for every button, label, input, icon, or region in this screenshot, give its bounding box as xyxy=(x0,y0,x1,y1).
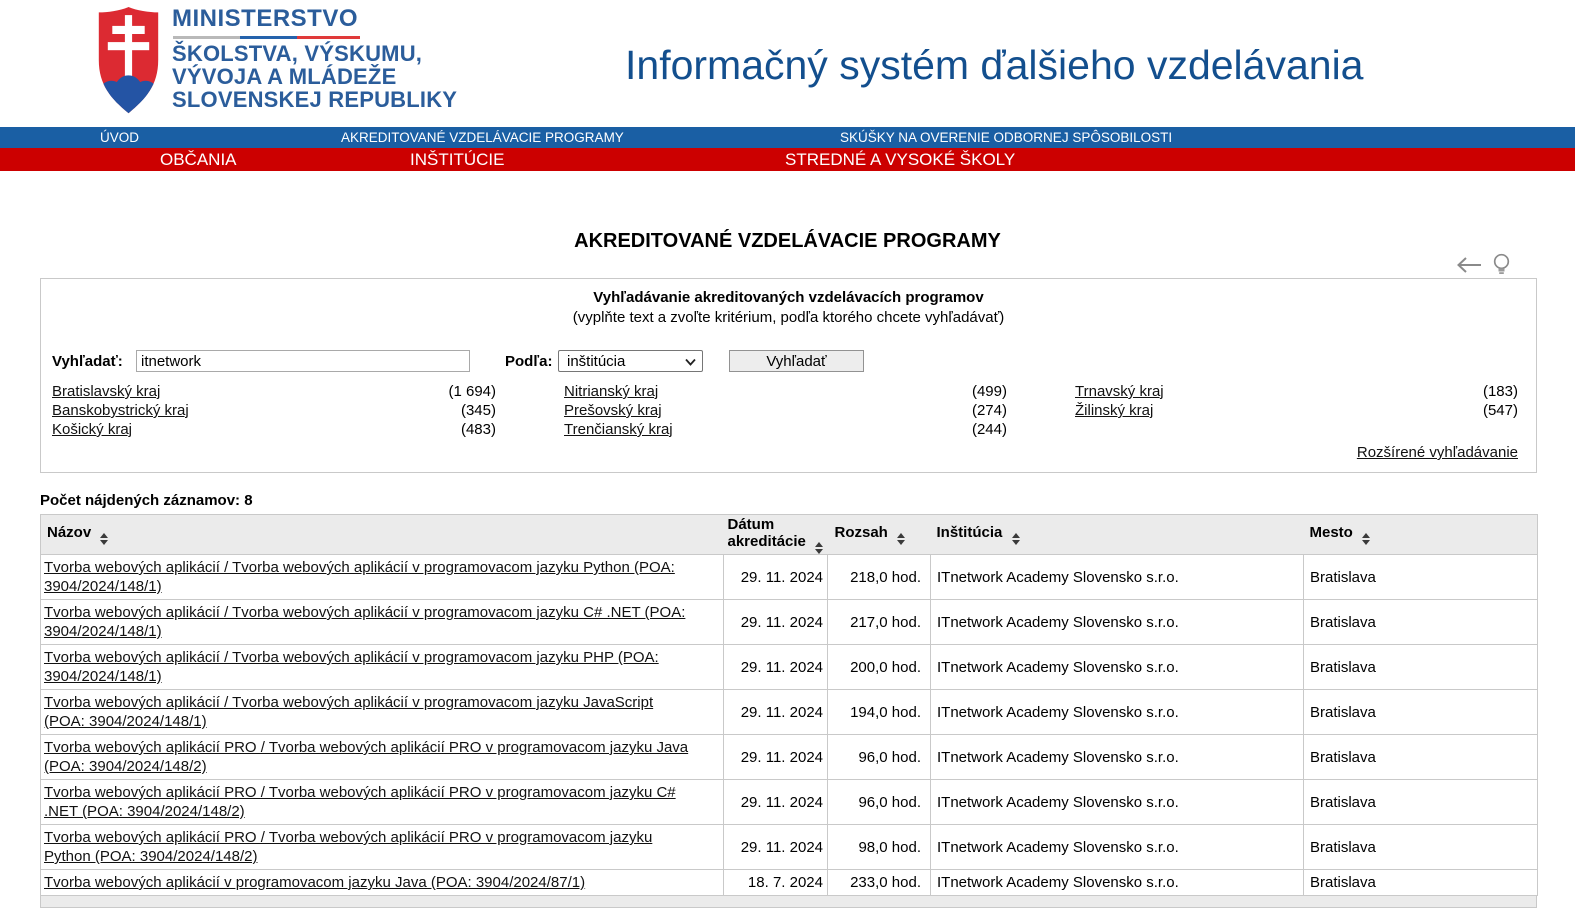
cell-institution: ITnetwork Academy Slovensko s.r.o. xyxy=(931,645,1304,690)
region-link[interactable]: Banskobystrický kraj xyxy=(52,402,189,419)
column-label: Inštitúcia xyxy=(936,524,1003,541)
nav-item-institucie[interactable]: INŠTITÚCIE xyxy=(410,150,505,169)
results-table xyxy=(40,514,1538,896)
results-table-body xyxy=(41,555,1538,896)
ministry-dept-line2: VÝVOJA A MLÁDEŽE xyxy=(172,64,397,89)
table-row xyxy=(41,780,1538,825)
table-header-row xyxy=(41,515,1538,555)
program-link[interactable]: Tvorba webových aplikácií / Tvorba webových aplikácií v programovacom jazyku PHP (POA: 3904/2024/148/1) xyxy=(44,649,659,685)
column-label: Rozsah xyxy=(834,524,888,541)
cell-institution: ITnetwork Academy Slovensko s.r.o. xyxy=(931,825,1304,870)
cell-scope: 233,0 hod. xyxy=(828,870,931,896)
cell-date: 29. 11. 2024 xyxy=(724,555,828,600)
sort-arrows-icon xyxy=(815,542,823,554)
program-link[interactable]: Tvorba webových aplikácií / Tvorba webových aplikácií v programovacom jazyku Python (POA: 3904/2024/148/1) xyxy=(44,559,675,595)
region-row xyxy=(52,382,496,401)
search-button[interactable]: Vyhľadať xyxy=(729,350,864,372)
ministry-logo[interactable] xyxy=(172,5,457,111)
region-link[interactable]: Trnavský kraj xyxy=(1075,383,1164,400)
search-panel xyxy=(40,278,1537,473)
cell-institution: ITnetwork Academy Slovensko s.r.o. xyxy=(931,600,1304,645)
table-row xyxy=(41,600,1538,645)
cell-city: Bratislava xyxy=(1304,555,1538,600)
column-header-nazov[interactable] xyxy=(41,515,724,555)
table-row xyxy=(41,645,1538,690)
region-row xyxy=(1075,382,1518,401)
cell-scope: 200,0 hod. xyxy=(828,645,931,690)
search-heading: Vyhľadávanie akreditovaných vzdelávacích programov xyxy=(593,289,984,306)
search-label: Vyhľadať: xyxy=(52,353,123,370)
cell-city: Bratislava xyxy=(1304,600,1538,645)
sort-arrows-icon xyxy=(1362,533,1370,545)
region-count: (183) xyxy=(1482,383,1518,400)
region-link[interactable]: Žilinský kraj xyxy=(1075,402,1154,419)
cell-city: Bratislava xyxy=(1304,735,1538,780)
search-subheading: (vyplňte text a zvoľte kritérium, podľa ktorého chcete vyhľadávať) xyxy=(572,309,1005,326)
region-link[interactable]: Bratislavský kraj xyxy=(52,383,161,400)
regions-column-3 xyxy=(1075,382,1518,439)
table-row xyxy=(41,735,1538,780)
column-label: Názov xyxy=(47,524,92,541)
cell-city: Bratislava xyxy=(1304,825,1538,870)
cell-city: Bratislava xyxy=(1304,690,1538,735)
program-link[interactable]: Tvorba webových aplikácií PRO / Tvorba webových aplikácií PRO v programovacom jazyku Java (POA: 3904/2024/148/2) xyxy=(44,739,689,775)
nav-item-skusky[interactable]: SKÚŠKY NA OVERENIE ODBORNEJ SPÔSOBILOSTI xyxy=(840,130,1173,145)
ministry-dept-line1: ŠKOLSTVA, VÝSKUMU, xyxy=(172,41,423,66)
app-title: Informačný systém ďalšieho vzdelávania xyxy=(625,42,1364,88)
sort-arrows-icon xyxy=(100,533,108,545)
region-count: (499) xyxy=(971,383,1007,400)
ministry-name: MINISTERSTVO xyxy=(172,5,359,32)
back-arrow-icon[interactable] xyxy=(1455,256,1482,274)
region-row xyxy=(564,401,1007,420)
region-count: (483) xyxy=(460,421,496,438)
table-row xyxy=(41,870,1538,896)
region-link[interactable]: Košický kraj xyxy=(52,421,133,438)
cell-date: 29. 11. 2024 xyxy=(724,825,828,870)
cell-date: 29. 11. 2024 xyxy=(724,780,828,825)
column-header-institucia[interactable] xyxy=(931,515,1304,555)
cell-scope: 96,0 hod. xyxy=(828,735,931,780)
slovak-coat-of-arms-icon[interactable] xyxy=(97,4,160,118)
page-title: AKREDITOVANÉ VZDELÁVACIE PROGRAMY xyxy=(574,230,1001,252)
regions-column-1 xyxy=(52,382,496,439)
region-row xyxy=(1075,401,1518,420)
nav-item-akreditovane-programy[interactable]: AKREDITOVANÉ VZDELÁVACIE PROGRAMY xyxy=(341,130,624,145)
program-link[interactable]: Tvorba webových aplikácií v programovacom jazyku Java (POA: 3904/2024/87/1) xyxy=(44,874,586,891)
regions-column-2 xyxy=(564,382,1007,439)
nav-item-obcania[interactable]: OBČANIA xyxy=(160,150,237,169)
region-count: (244) xyxy=(971,421,1007,438)
search-by-select[interactable] xyxy=(558,350,703,372)
region-count: (274) xyxy=(971,402,1007,419)
cell-institution: ITnetwork Academy Slovensko s.r.o. xyxy=(931,735,1304,780)
by-label: Podľa: xyxy=(505,353,553,370)
lightbulb-icon[interactable] xyxy=(1492,253,1511,276)
select-value: inštitúcia xyxy=(567,353,626,370)
cell-scope: 194,0 hod. xyxy=(828,690,931,735)
region-count: (345) xyxy=(460,402,496,419)
nav-item-uvod[interactable]: ÚVOD xyxy=(100,130,140,145)
chevron-down-icon xyxy=(685,358,696,366)
logo-divider xyxy=(173,36,360,39)
cell-scope: 217,0 hod. xyxy=(828,600,931,645)
cell-institution: ITnetwork Academy Slovensko s.r.o. xyxy=(931,780,1304,825)
column-header-mesto[interactable] xyxy=(1304,515,1538,555)
table-row xyxy=(41,555,1538,600)
sort-arrows-icon xyxy=(1012,533,1020,545)
region-link[interactable]: Prešovský kraj xyxy=(564,402,662,419)
ministry-dept-line3: SLOVENSKEJ REPUBLIKY xyxy=(172,87,458,112)
cell-institution: ITnetwork Academy Slovensko s.r.o. xyxy=(931,690,1304,735)
program-link[interactable]: Tvorba webových aplikácií / Tvorba webových aplikácií v programovacom jazyku JavaScript (POA: 3904/2024/148/1) xyxy=(44,694,654,730)
secondary-nav xyxy=(0,148,1575,171)
region-link[interactable]: Trenčianský kraj xyxy=(564,421,673,438)
nav-item-stredne-vysoke-skoly[interactable]: STREDNÉ A VYSOKÉ ŠKOLY xyxy=(785,150,1016,169)
advanced-search-link[interactable]: Rozšírené vyhľadávanie xyxy=(1356,444,1518,461)
region-count: (1 694) xyxy=(448,383,496,400)
cell-date: 18. 7. 2024 xyxy=(724,870,828,896)
cell-scope: 218,0 hod. xyxy=(828,555,931,600)
search-form xyxy=(41,350,1536,373)
table-row xyxy=(41,690,1538,735)
cell-scope: 98,0 hod. xyxy=(828,825,931,870)
primary-nav xyxy=(0,127,1575,148)
cell-scope: 96,0 hod. xyxy=(828,780,931,825)
column-header-rozsah[interactable] xyxy=(828,515,931,555)
program-link[interactable]: Tvorba webových aplikácií PRO / Tvorba webových aplikácií PRO v programovacom jazyku C# .NET (POA: 3904/2024/148/2) xyxy=(44,784,676,820)
cell-institution: ITnetwork Academy Slovensko s.r.o. xyxy=(931,555,1304,600)
program-link[interactable]: Tvorba webových aplikácií / Tvorba webových aplikácií v programovacom jazyku C# .NET (POA: 3904/2024/148/1) xyxy=(44,604,686,640)
cell-city: Bratislava xyxy=(1304,870,1538,896)
page-header xyxy=(0,0,1575,127)
region-count: (547) xyxy=(1482,402,1518,419)
cell-city: Bratislava xyxy=(1304,780,1538,825)
cell-date: 29. 11. 2024 xyxy=(724,645,828,690)
search-input[interactable] xyxy=(136,350,470,372)
cell-date: 29. 11. 2024 xyxy=(724,600,828,645)
corner-icons xyxy=(1455,253,1511,276)
region-row xyxy=(52,401,496,420)
sort-arrows-icon xyxy=(897,533,905,545)
column-header-datum[interactable] xyxy=(724,515,828,555)
table-row xyxy=(41,825,1538,870)
region-link[interactable]: Nitrianský kraj xyxy=(564,383,659,400)
column-label: Dátum akreditácie xyxy=(727,515,806,550)
column-label: Mesto xyxy=(1309,524,1353,541)
region-row xyxy=(564,382,1007,401)
cell-institution: ITnetwork Academy Slovensko s.r.o. xyxy=(931,870,1304,896)
region-row xyxy=(52,420,496,439)
cell-city: Bratislava xyxy=(1304,645,1538,690)
cell-date: 29. 11. 2024 xyxy=(724,690,828,735)
results-count: Počet nájdených záznamov: 8 xyxy=(40,492,253,509)
regions-grid xyxy=(52,382,1518,439)
results-table-wrap xyxy=(40,514,1537,908)
program-link[interactable]: Tvorba webových aplikácií PRO / Tvorba webových aplikácií PRO v programovacom jazyku Python (POA: 3904/2024/148/2) xyxy=(44,829,653,865)
table-footer-strip xyxy=(40,896,1537,908)
region-row xyxy=(564,420,1007,439)
cell-date: 29. 11. 2024 xyxy=(724,735,828,780)
